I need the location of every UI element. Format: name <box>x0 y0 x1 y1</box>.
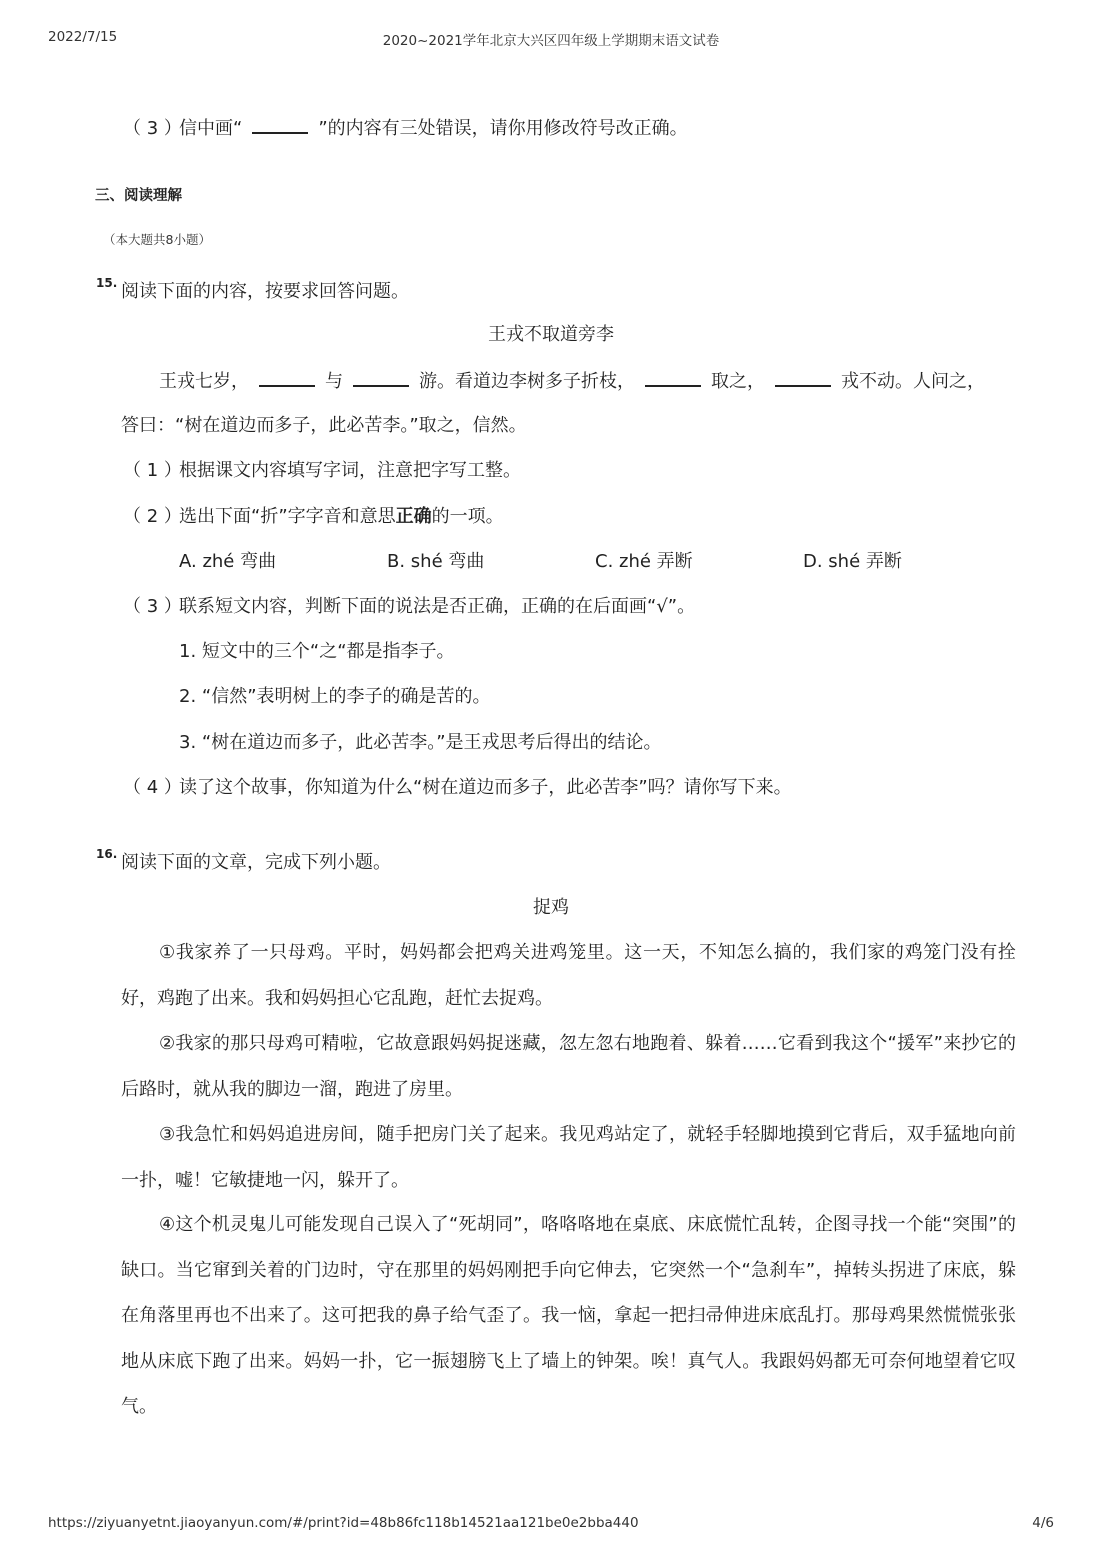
answer-blank[interactable] <box>775 368 831 387</box>
q15-subquestion-4 <box>123 775 792 801</box>
page-url: https://ziyuanyetnt.jiaoyanyun.com/#/print?id=48b86fc118b14521aa121be0e2bba440 <box>48 1515 639 1531</box>
passage-16-paragraph-1: ①我家养了一只母鸡。平时，妈妈都会把鸡关进鸡笼里。这一天，不知怎么搞的，我们家的鸡笼门没有拴好，鸡跑了出来。我和妈妈担心它乱跑，赶忙去捉鸡。 <box>121 942 1016 1009</box>
section-heading: 三、阅读理解 <box>95 188 182 204</box>
subquestion-text: 读了这个故事，你知道为什么“树在道边而多子，此必苦李”吗？请你写下来。 <box>179 777 792 798</box>
passage-text: 王戎七岁， <box>159 371 249 392</box>
option-c[interactable]: C. zhé 弄断 <box>595 551 693 572</box>
option-d[interactable]: D. shé 弄断 <box>803 551 902 572</box>
statement-3: 3. “树在道边而多子，此必苦李。”是王戎思考后得出的结论。 <box>179 732 662 753</box>
question-15-number: 15. <box>96 276 118 290</box>
passage-16-paragraph-3: ③我急忙和妈妈追进房间，随手把房门关了起来。我见鸡站定了，就轻手轻脚地摸到它背后，双手猛地向前一扑，嘘！它敏捷地一闪，躲开了。 <box>121 1124 1016 1191</box>
print-date: 2022/7/15 <box>48 29 118 45</box>
question-16-prompt: 阅读下面的文章，完成下列小题。 <box>121 852 391 873</box>
emphasis-text: 正确 <box>395 506 432 527</box>
subquestion-text: 根据课文内容填写字词，注意把字写工整。 <box>179 460 521 481</box>
passage-16-paragraph-2: ②我家的那只母鸡可精啦，它故意跟妈妈捉迷藏，忽左忽右地跑着、躲着……它看到我这个“援军”来抄它的后路时，就从我的脚边一溜，跑进了房里。 <box>121 1033 1016 1100</box>
subquestion-text-start: 信中画“ <box>179 118 243 139</box>
passage-text: 戎不动。人问之， <box>841 371 985 392</box>
passage-text: 游。看道边李树多子折枝， <box>419 371 635 392</box>
subquestion-text: 选出下面“折”字字音和意思 <box>179 506 396 527</box>
question-15-prompt: 阅读下面的内容，按要求回答问题。 <box>121 281 409 302</box>
subquestion-number: （ 3 ） <box>123 596 182 617</box>
subquestion-text-end: ”的内容有三处错误，请你用修改符号改正确。 <box>318 118 688 139</box>
q15-subquestion-2 <box>123 504 504 530</box>
page-number: 4/6 <box>1032 1515 1054 1531</box>
passage-text: 取之， <box>711 371 765 392</box>
subquestion-number: （ 4 ） <box>123 777 182 798</box>
passage-text: 与 <box>325 371 343 392</box>
section-note: （本大题共8小题） <box>103 232 211 247</box>
subquestion-text: 联系短文内容，判断下面的说法是否正确，正确的在后面画“√”。 <box>179 596 696 617</box>
subquestion-number: （ 2 ） <box>123 506 182 527</box>
answer-blank[interactable] <box>645 368 701 387</box>
option-a[interactable]: A. zhé 弯曲 <box>179 551 277 572</box>
passage-16-paragraph-4: ④这个机灵鬼儿可能发现自己误入了“死胡同”，咯咯咯地在桌底、床底慌忙乱转，企图寻找一个能“突围”的缺口。当它窜到关着的门边时，守在那里的妈妈刚把手向它伸去，它突然一个“急刹车”，掉转头拐进了床底，躲在角落里再也不出来了。这可把我的鼻子给气歪了。我一恼，拿起一把扫帚伸进床底乱打。那母鸡果然慌慌张张地从床底下跑了出来。妈妈一扑，它一振翅膀飞上了墙上的钟架。唉！真气人。我跟妈妈都无可奈何地望着它叹气。 <box>121 1214 1016 1417</box>
document-title: 2020~2021学年北京大兴区四年级上学期期末语文试卷 <box>382 33 720 49</box>
answer-blank[interactable] <box>252 115 308 134</box>
subquestion-number: （ 1 ） <box>123 460 182 481</box>
subquestion-text: 的一项。 <box>431 506 504 527</box>
answer-blank[interactable] <box>353 368 409 387</box>
q15-subquestion-3 <box>123 594 695 620</box>
statement-2: 2. “信然”表明树上的李子的确是苦的。 <box>179 686 491 707</box>
prev-subquestion-3 <box>123 115 688 142</box>
passage-title-16: 捉鸡 <box>533 897 569 918</box>
passage-15-line-2: 答曰：“树在道边而多子，此必苦李。”取之，信然。 <box>121 415 527 436</box>
statement-1: 1. 短文中的三个“之“都是指李子。 <box>179 641 455 662</box>
subquestion-number: （ 3 ） <box>123 118 182 139</box>
passage-15-line-1 <box>159 368 985 395</box>
option-b[interactable]: B. shé 弯曲 <box>387 551 485 572</box>
q15-subquestion-1 <box>123 458 521 484</box>
passage-title-15: 王戎不取道旁李 <box>488 324 614 345</box>
answer-blank[interactable] <box>259 368 315 387</box>
question-16-number: 16. <box>96 847 118 861</box>
